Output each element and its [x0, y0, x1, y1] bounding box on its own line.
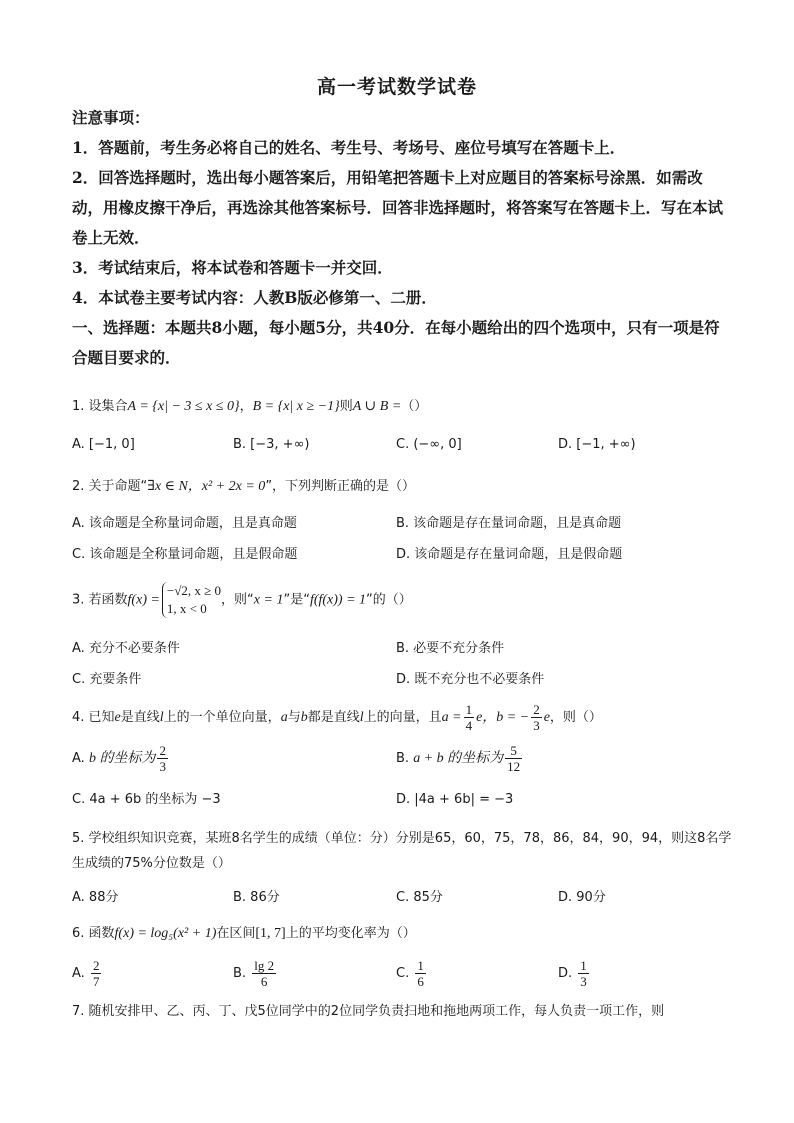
q6-option-c-den: 6 [417, 974, 424, 989]
q1-tail: （） [401, 399, 428, 414]
q3-text-a: 3. 若函数 [72, 592, 128, 608]
q6-option-a[interactable] [72, 958, 103, 989]
q6-text-b: 在区间 [216, 926, 256, 941]
q3-piecewise [162, 582, 221, 618]
q3-option-d[interactable]: D. 既不充分也不必要条件 [396, 672, 545, 687]
q1-set-a: A = {x| − 3 ≤ x ≤ 0} [127, 399, 240, 414]
q4-text-d: 与 [287, 710, 301, 725]
q4-option-d[interactable]: D. |4a + 6b| = −3 [396, 792, 514, 807]
q4-option-a-label: A. [72, 751, 85, 766]
q4-line-l-2: l [359, 710, 364, 725]
q2-text-a: 2. 关于命题“ [72, 479, 148, 494]
q4-option-b-label: B. [396, 751, 410, 766]
q2-option-d[interactable]: D. 该命题是存在量词命题，且是假命题 [396, 547, 623, 562]
q1-text-a: 1. 设集合 [72, 399, 128, 414]
q1-option-d[interactable]: D. [−1, +∞) [558, 437, 636, 452]
q4-option-c[interactable]: C. 4a + 6b 的坐标为 −3 [72, 792, 221, 807]
q6-interval: [1, 7] [255, 926, 286, 941]
q1-sep: ， [239, 399, 253, 414]
q6-option-b-num: lg 2 [254, 958, 275, 973]
q4-text-b: 是直线 [120, 710, 160, 725]
q4-option-b-frac [505, 743, 522, 774]
q6-option-b-label: B. [233, 966, 247, 981]
q4-option-b[interactable] [396, 743, 524, 774]
q4-frac-a [464, 702, 475, 733]
q1-text-b: 则 [339, 399, 353, 414]
q6-option-a-num: 2 [92, 958, 100, 973]
q3-condition-1: x = 1 [253, 592, 284, 608]
section-heading: 一、选择题：本题共8小题，每小题5分，共40分．在每小题给出的四个选项中，只有一项是符合题目要求的． [72, 318, 720, 367]
q4-option-b-text: a + b 的坐标为 [413, 751, 504, 766]
q4-frac-a-den: 4 [465, 718, 473, 733]
q4-option-a-frac [157, 743, 168, 774]
q5-option-a[interactable]: A. 88分 [72, 890, 119, 905]
question-5-stem: 5. 学校组织知识竞赛，某班8名学生的成绩（单位：分）分别是65，60，75，78，86，84，90，94，则这8名学生成绩的75%分位数是（） [72, 831, 732, 871]
q3-text-d: ”的（） [366, 592, 412, 608]
q6-text-c: 上的平均变化率为（） [285, 926, 416, 941]
q2-text-b: ”，下列判断正确的是（） [265, 479, 416, 494]
question-6-stem [72, 925, 732, 943]
q3-text-b: ，则“ [221, 592, 254, 608]
q6-text-a: 6. 函数 [72, 926, 115, 941]
q6-option-d-den: 3 [580, 974, 587, 989]
question-1-stem [72, 398, 732, 416]
question-7-stem: 7. 随机安排甲、乙、丙、丁、戊5位同学中的2位同学负责扫地和拖地两项工作，每人负责一项工作，则 [72, 1004, 665, 1019]
q4-vector-e-3: e [543, 710, 550, 725]
q4-option-a-num: 2 [159, 743, 166, 758]
q6-option-a-den: 7 [92, 974, 100, 989]
q6-option-d-frac [578, 958, 589, 989]
q4-frac-b-den: 3 [533, 718, 540, 733]
q5-option-d[interactable]: D. 90分 [558, 890, 606, 905]
q4-text-c: 上的一个单位向量， [163, 710, 281, 725]
q6-option-b[interactable] [233, 958, 278, 989]
q4-vector-e: e [114, 710, 121, 725]
q6-option-b-frac [252, 958, 276, 989]
q3-case-1: −√2, x ≥ 0 [166, 583, 222, 598]
q2-option-b[interactable]: B. 该命题是存在量词命题，且是真命题 [396, 516, 622, 531]
q4-text-e: 都是直线 [307, 710, 360, 725]
q3-option-c[interactable]: C. 充要条件 [72, 672, 142, 687]
q6-option-c-label: C. [396, 966, 410, 981]
q4-option-b-num: 5 [505, 743, 522, 759]
q4-option-a-text: b 的坐标为 [88, 751, 156, 766]
q6-option-a-frac [91, 958, 102, 989]
q4-text-g: ，则（） [549, 710, 602, 725]
q6-option-a-label: A. [72, 966, 85, 981]
q4-vector-b: b [300, 710, 308, 725]
q6-option-c-num: 1 [417, 958, 424, 973]
q6-function: f(x) = log₅(x² + 1) [114, 926, 217, 941]
q5-option-c[interactable]: C. 85分 [396, 890, 443, 905]
q3-text-c: ”是“ [283, 592, 310, 608]
q4-b-eq: ，b = − [482, 710, 530, 725]
q4-text-f: 上的向量，且 [363, 710, 442, 725]
q4-option-b-den: 12 [507, 759, 521, 774]
q4-line-l: l [159, 710, 164, 725]
q4-option-a[interactable] [72, 743, 170, 774]
q6-option-c[interactable] [396, 958, 428, 989]
q3-option-a[interactable]: A. 充分不必要条件 [72, 641, 180, 656]
q3-case-2: 1, x < 0 [166, 601, 207, 616]
q6-option-d[interactable] [558, 958, 591, 989]
notice-item-3: 3．考试结束后，将本试卷和答题卡一并交回． [72, 258, 393, 277]
q5-option-b[interactable]: B. 86分 [233, 890, 280, 905]
notice-block [72, 103, 732, 373]
exam-title: 高一考试数学试卷 [316, 76, 477, 98]
q6-option-d-num: 1 [580, 958, 587, 973]
notice-item-1: 1．答题前，考生务必将自己的姓名、考生号、考场号、座位号填写在答题卡上． [72, 138, 626, 157]
q1-option-c[interactable]: C. (−∞, 0] [396, 437, 462, 452]
q2-option-c[interactable]: C. 该命题是全称量词命题，且是假命题 [72, 547, 298, 562]
q4-vector-a: a [280, 710, 288, 725]
q4-option-a-den: 3 [159, 759, 166, 774]
q4-frac-b-num: 2 [533, 702, 540, 717]
q1-option-a[interactable]: A. [−1, 0] [72, 437, 135, 452]
q4-frac-a-num: 1 [465, 702, 473, 717]
q6-option-c-frac [415, 958, 426, 989]
q2-proposition: ∃x ∈ N，x² + 2x = 0 [147, 479, 266, 494]
q1-option-b[interactable]: B. [−3, +∞) [233, 437, 310, 452]
q4-vector-e-2: e [476, 710, 483, 725]
notice-item-4: 4．本试卷主要考试内容：人教B版必修第一、二册． [72, 288, 437, 307]
q6-option-b-den: 6 [260, 974, 268, 989]
q2-option-a[interactable]: A. 该命题是全称量词命题，且是真命题 [72, 516, 297, 531]
q3-function: f(x) = [127, 592, 160, 608]
q3-option-b[interactable]: B. 必要不充分条件 [396, 641, 505, 656]
notice-item-2: 2．回答选择题时，选出每小题答案后，用铅笔把答题卡上对应题目的答案标号涂黑．如需改动，用橡皮擦干净后，再选涂其他答案标号．回答非选择题时，将答案写在答题卡上．写在本试卷上无效． [72, 168, 724, 247]
q4-text-a: 4. 已知 [72, 710, 115, 725]
q1-set-b: B = {x| x ≥ −1} [252, 399, 340, 414]
notice-heading: 注意事项： [72, 108, 150, 127]
question-2-stem [72, 478, 732, 496]
q6-option-d-label: D. [558, 966, 573, 981]
q4-frac-b [531, 702, 542, 733]
question-4-stem [72, 702, 732, 733]
q4-a-eq: a = [441, 710, 462, 725]
q3-condition-2: f(f(x)) = 1 [309, 592, 367, 608]
question-3-stem [72, 582, 732, 618]
q1-union: A ∪ B = [352, 399, 402, 414]
